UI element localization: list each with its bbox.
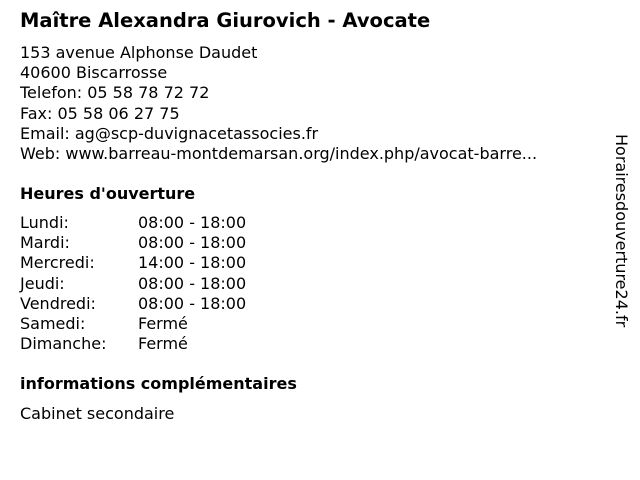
- day-time: 08:00 - 18:00: [138, 233, 247, 253]
- day-label: Jeudi:: [20, 273, 65, 293]
- day-time: 08:00 - 18:00: [138, 273, 247, 293]
- email-label: Email:: [20, 123, 75, 143]
- day-label: Mercredi:: [20, 253, 95, 273]
- email-link[interactable]: ag@scp-duvignacetassocies.fr: [74, 123, 319, 143]
- fax-row: [20, 104, 537, 124]
- email-row: [20, 124, 537, 144]
- day-time: 08:00 - 18:00: [138, 293, 247, 313]
- day-time: 14:00 - 18:00: [138, 253, 247, 273]
- hours-row-friday: [20, 294, 246, 314]
- page-title: Maître Alexandra Giurovich - Avocate: [20, 9, 431, 32]
- day-time: 08:00 - 18:00: [138, 213, 247, 232]
- hours-row-wednesday: [20, 253, 246, 273]
- web-row: [20, 144, 537, 164]
- info-text: Cabinet secondaire: [20, 404, 175, 423]
- day-label: Lundi:: [20, 213, 69, 232]
- phone-row: [20, 83, 537, 103]
- web-label: Web:: [20, 143, 66, 163]
- hours-heading: Heures d'ouverture: [20, 184, 196, 203]
- address-line1: 153 avenue Alphonse Daudet: [20, 43, 258, 62]
- phone-label: Telefon:: [20, 83, 88, 103]
- day-time: Fermé: [138, 334, 188, 354]
- day-label: Samedi:: [20, 313, 86, 333]
- web-link[interactable]: www.barreau-montdemarsan.org/index.php/avocat-barre...: [65, 143, 538, 163]
- hours-row-saturday: [20, 314, 246, 334]
- phone-number[interactable]: 05 58 78 72 72: [87, 83, 210, 103]
- hours-row-thursday: [20, 274, 246, 294]
- hours-row-sunday: [20, 334, 246, 354]
- day-label: Dimanche:: [20, 334, 107, 354]
- contact-block: [20, 43, 537, 164]
- day-label: Vendredi:: [20, 293, 96, 313]
- hours-row-monday: [20, 213, 246, 233]
- day-label: Mardi:: [20, 233, 70, 253]
- address-line2: 40600 Biscarrosse: [20, 63, 168, 83]
- opening-hours-table: [20, 213, 246, 354]
- hours-row-tuesday: [20, 233, 246, 253]
- info-heading: informations complémentaires: [20, 374, 297, 393]
- fax-label: Fax:: [20, 103, 58, 123]
- day-time: Fermé: [138, 313, 188, 333]
- fax-number: 05 58 06 27 75: [57, 103, 180, 123]
- site-watermark: Horairesdouverture24.fr: [612, 134, 631, 328]
